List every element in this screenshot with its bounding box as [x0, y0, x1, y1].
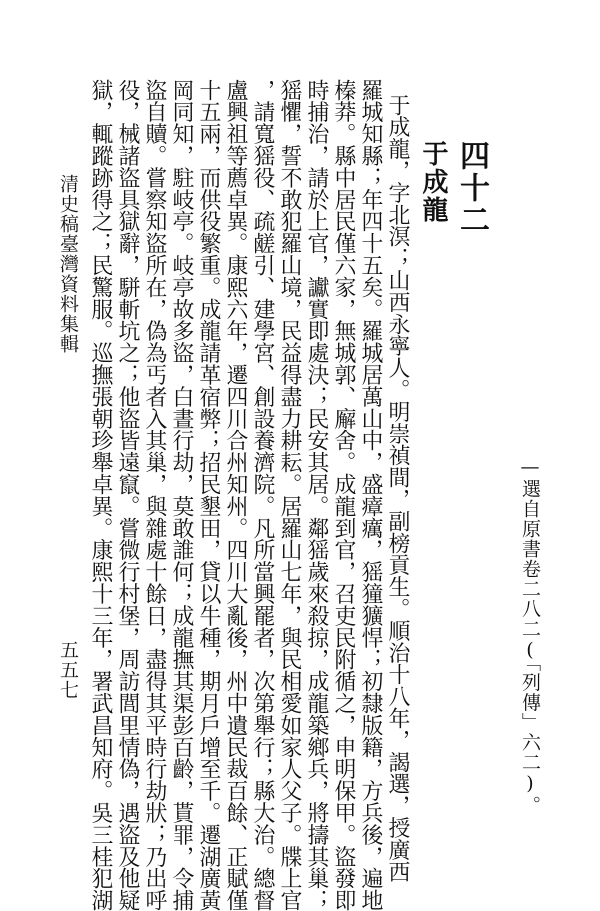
text-line: 十五兩，而供役繁重。成龍請革宿弊；招民墾田，貸以牛種，期月戶增至千。遷湖廣黃	[195, 79, 221, 911]
text-line: 時捕治，請於上官，讞實即處決；民安其居。鄰猺歲來殺掠，成龍築鄉兵，將擣其巢；	[303, 79, 329, 911]
text-line: 猺懼，誓不敢犯羅山境，民益得盡力耕耘。居羅山七年，與民相愛如家人父子。牒上官	[276, 79, 302, 911]
text-line: ，請寬猺役、疏鹾引、建學宮、創設養濟院。凡所當興罷者，次第舉行；縣大治。總督	[249, 79, 275, 911]
biography-title: 于成龍	[418, 140, 448, 224]
text-line: 役，械諸盜具獄辭，駢斬坑之；他盜皆遠竄。嘗微行村堡，周訪閭里情偽，遇盜及他疑	[114, 79, 140, 911]
page-number: 五五七	[57, 640, 79, 700]
text-line: 盜自贖。嘗察知盜所在，偽為丐者入其巢，與雜處十餘日，盡得其平時行劫狀；乃出呼	[141, 79, 167, 911]
text-line: 盧興祖等薦卓異。康熙六年，遷四川合州知州。四川大亂後，州中遺民裁百餘、正賦僅	[222, 79, 248, 911]
chapter-number: 四十二	[454, 140, 489, 236]
text-line: 榛莽。縣中居民僅六家，無城郭、廨舍。成龍到官，召吏民附循之，申明保甲。盜發即	[330, 79, 356, 911]
text-line: 獄，輒蹤跡得之；民驚服。巡撫張朝珍舉卓異。康熙十三年，署武昌知府。吳三桂犯湖	[87, 79, 113, 911]
text-line: 于成龍，字北溟；山西永寧人。明崇禎間，副榜貢生。順治十八年，謁選，授廣西	[384, 94, 410, 883]
text-line: 岡同知，駐岐亭。岐亭故多盜，白晝行劫，莫敢誰何；成龍撫其渠彭百齡，貰罪，令捕	[168, 79, 194, 911]
running-head: 清史稿臺灣資料集輯	[57, 174, 79, 354]
source-note: —選自原書卷二八二(「列傳」六二)。	[519, 456, 541, 816]
text-line: 羅城知縣；年四十五矣。羅城居萬山中，盛瘴癘，猺獞獷悍；初隸版籍，方兵後，遍地	[357, 79, 383, 911]
